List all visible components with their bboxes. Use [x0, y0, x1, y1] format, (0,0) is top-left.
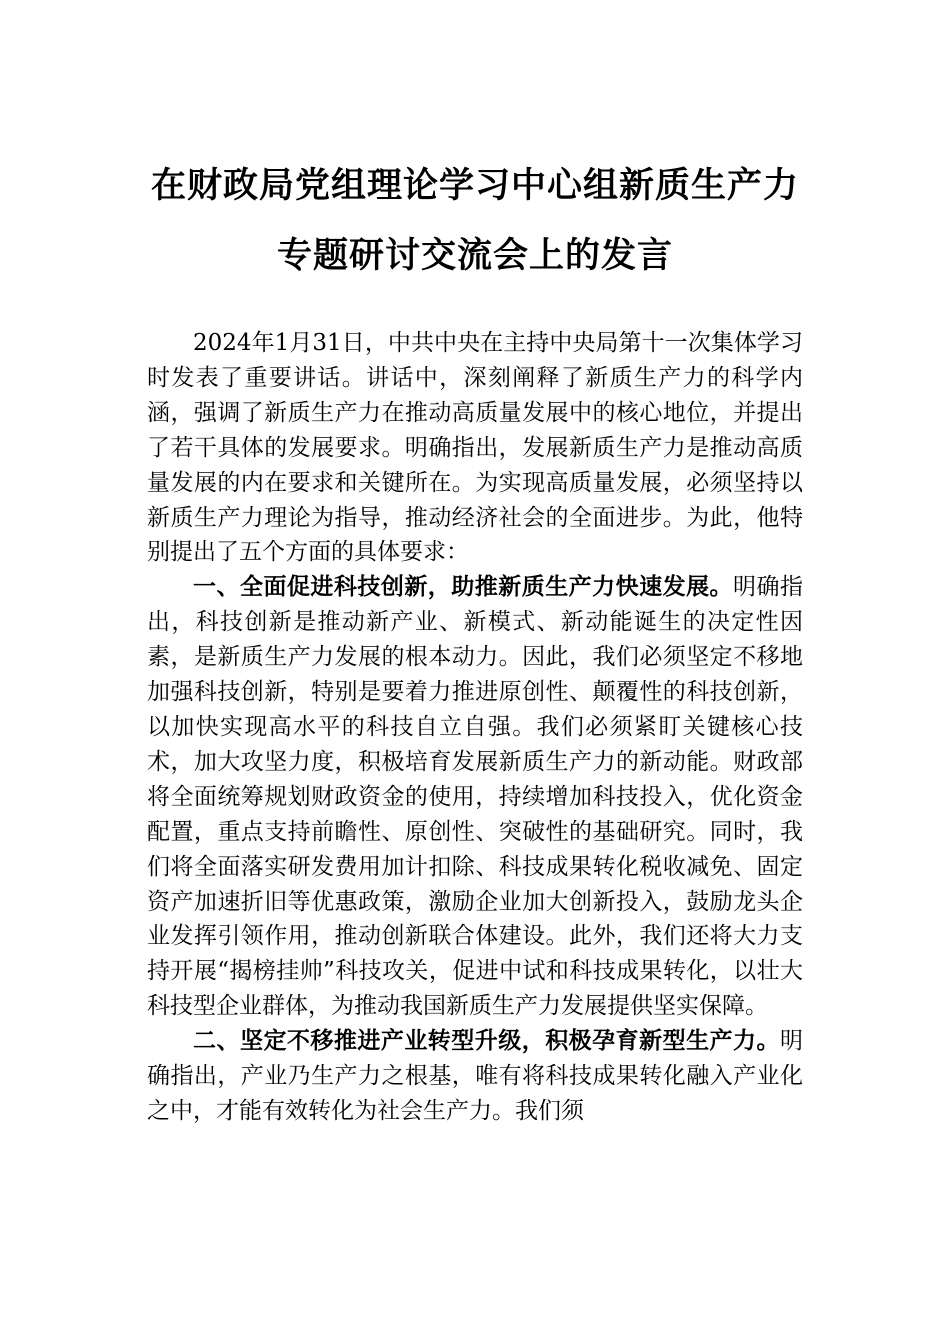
section-2-body: 明确指出，产业乃生产力之根基，唯有将科技成果转化融入产业化之中，才能有效转化为社会生产力。我们须	[147, 1028, 803, 1124]
section-1-body: 明确指出，科技创新是推动新产业、新模式、新动能诞生的决定性因素，是新质生产力发展的根本动力。因此，我们必须坚定不移地加强科技创新，特别是要着力推进原创性、颠覆性的科技创新，以加快实现高水平的科技自立自强。我们必须紧盯关键核心技术，加大攻坚力度，积极培育发展新质生产力的新动能。财政部将全面统筹规划财政资金的使用，持续增加科技投入，优化资金配置，重点支持前瞻性、原创性、突破性的基础研究。同时，我们将全面落实研发费用加计扣除、科技成果转化税收减免、固定资产加速折旧等优惠政策，激励企业加大创新投入，鼓励龙头企业发挥引领作用，推动创新联合体建设。此外，我们还将大力支持开展“揭榜挂帅”科技攻关，促进中试和科技成果转化，以壮大科技型企业群体，为推动我国新质生产力发展提供坚实保障。	[147, 574, 804, 1020]
document-title-line-2: 专题研讨交流会上的发言	[276, 235, 673, 276]
document-title-line-1: 在财政局党组理论学习中心组新质生产力	[150, 165, 799, 206]
section-2-paragraph	[147, 1024, 803, 1129]
section-1-paragraph	[147, 570, 803, 1024]
intro-paragraph: 2024年1月31日，中共中央在主持中央局第十一次集体学习时发表了重要讲话。讲话中，深刻阐释了新质生产力的科学内涵，强调了新质生产力在推动高质量发展中的核心地位，并提出了若干具体的发展要求。明确指出，发展新质生产力是推动高质量发展的内在要求和关键所在。为实现高质量发展，必须坚持以新质生产力理论为指导，推动经济社会的全面进步。为此，他特别提出了五个方面的具体要求：	[147, 330, 803, 566]
section-1-heading: 一、全面促进科技创新，助推新质生产力快速发展。	[193, 574, 734, 601]
document-body	[147, 326, 803, 1129]
section-2-heading: 二、坚定不移推进产业转型升级，积极孕育新型生产力。	[193, 1028, 780, 1055]
